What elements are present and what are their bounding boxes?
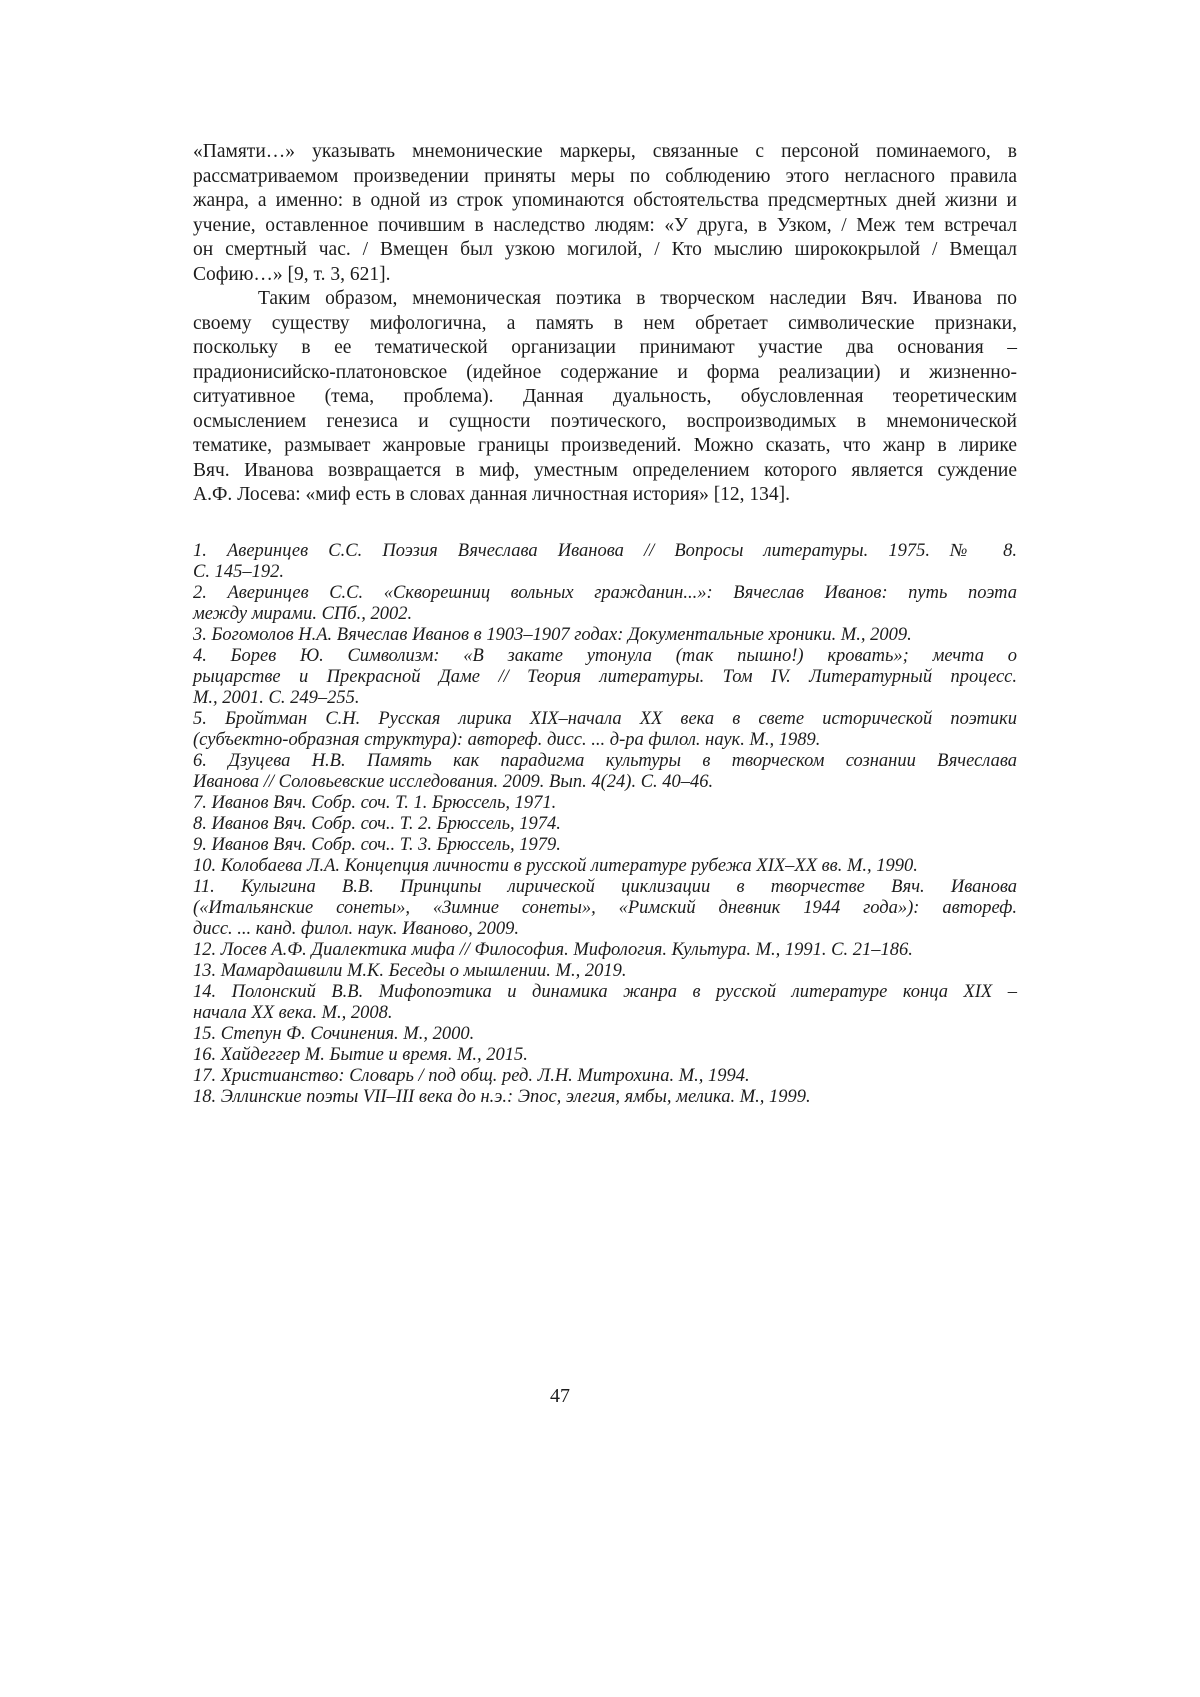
bibliography-entry-line: между мирами. СПб., 2002. xyxy=(193,603,413,624)
bibliography-entry-line: 16. Хайдеггер М. Бытие и время. М., 2015. xyxy=(193,1044,528,1065)
body-text-line: жанра, а именно: в одной из строк упоминаются обстоятельства предсмертных дней жизни и xyxy=(193,190,1017,211)
bibliography-entry-line: (субъектно-образная структура): автореф. дисс. ... д-ра филол. наук. М., 1989. xyxy=(193,729,821,750)
body-text-line: тематике, размывает жанровые границы произведений. Можно сказать, что жанр в лирике xyxy=(193,435,1017,456)
body-text-line: учение, оставленное почившим в наследство людям: «У друга, в Узком, / Меж тем встречал xyxy=(193,214,1017,236)
bibliography-entry-line: Иванова // Соловьевские исследования. 2009. Вып. 4(24). С. 40–46. xyxy=(193,771,714,792)
bibliography-entry-line: 6. Дзуцева Н.В. Память как парадигма культуры в творческом сознании Вячеслава xyxy=(193,750,1017,771)
bibliography-entry-line: 18. Эллинские поэты VII–III века до н.э.: Эпос, элегия, ямбы, мелика. М., 1999. xyxy=(193,1086,811,1107)
bibliography-entry-line: 11. Кулыгина В.В. Принципы лирической циклизации в творчестве Вяч. Иванова xyxy=(193,876,1017,897)
bibliography-entry-line: 17. Христианство: Словарь / под общ. ред. Л.Н. Митрохина. М., 1994. xyxy=(193,1065,750,1086)
body-text-line: Софию…» [9, т. 3, 621]. xyxy=(193,263,391,285)
bibliography-entry-line: дисс. ... канд. филол. наук. Иваново, 2009. xyxy=(193,918,519,939)
body-text-line: «Памяти…» указывать мнемонические маркеры, связанные с персоной поминаемого, в xyxy=(193,141,1017,162)
bibliography-entry-line: М., 2001. С. 249–255. xyxy=(193,687,360,708)
bibliography-list xyxy=(193,541,1017,1108)
body-text-line: он смертный час. / Вмещен был узкою могилой, / Кто мыслию ширококрылой / Вмещал xyxy=(193,239,1017,260)
bibliography-entry-line: С. 145–192. xyxy=(193,561,284,582)
body-text-line: ситуативное (тема, проблема). Данная дуальность, обусловленная теоретическим xyxy=(193,386,1017,407)
body-text-line: Вяч. Иванова возвращается в миф, уместным определением которого является суждение xyxy=(193,459,1017,481)
bibliography-entry-line: 7. Иванов Вяч. Собр. соч. Т. 1. Брюссель, 1971. xyxy=(193,792,557,813)
bibliography-entry-line: 3. Богомолов Н.А. Вячеслав Иванов в 1903–1907 годах: Документальные хроники. М., 2009. xyxy=(193,624,912,645)
bibliography-entry-line: 5. Бройтман С.Н. Русская лирика XIX–начала XX века в свете исторической поэтики xyxy=(193,708,1017,729)
bibliography-entry-line: рыцарстве и Прекрасной Даме // Теория литературы. Том IV. Литературный процесс. xyxy=(193,666,1017,687)
bibliography-entry-line: («Итальянские сонеты», «Зимние сонеты», «Римский дневник 1944 года»): автореф. xyxy=(193,897,1017,918)
bibliography-entry-line: 15. Степун Ф. Сочинения. М., 2000. xyxy=(193,1023,475,1044)
bibliography-entry-line: 12. Лосев А.Ф. Диалектика мифа // Философия. Мифология. Культура. М., 1991. С. 21–186. xyxy=(193,939,913,960)
body-text-line: Таким образом, мнемоническая поэтика в творческом наследии Вяч. Иванова по xyxy=(258,288,1017,309)
bibliography-entry-line: 2. Аверинцев С.С. «Скворешниц вольных гражданин...»: Вячеслав Иванов: путь поэта xyxy=(193,582,1017,603)
body-text-line: рассматриваемом произведении приняты меры по соблюдению этого негласного правила xyxy=(193,165,1017,187)
body-text xyxy=(193,140,1017,508)
body-text-line: своему существу мифологична, а память в нем обретает символические признаки, xyxy=(193,312,1017,334)
bibliography-entry-line: 1. Аверинцев С.С. Поэзия Вячеслава Иванова // Вопросы литературы. 1975. № 8. xyxy=(193,540,1017,561)
bibliography-entry-line: 9. Иванов Вяч. Собр. соч.. Т. 3. Брюссель, 1979. xyxy=(193,834,561,855)
bibliography-entry-line: 10. Колобаева Л.А. Концепция личности в русской литературе рубежа XIX–XX вв. М., 1990. xyxy=(193,855,918,876)
bibliography-entry-line: 13. Мамардашвили М.К. Беседы о мышлении. М., 2019. xyxy=(193,960,627,981)
body-text-line: прадионисийско-платоновское (идейное содержание и форма реализации) и жизненно- xyxy=(193,361,1017,383)
bibliography-entry-line: 4. Борев Ю. Символизм: «В закате утонула (так пышно!) кровать»; мечта о xyxy=(193,645,1017,666)
body-text-line: А.Ф. Лосева: «миф есть в словах данная личностная история» [12, 134]. xyxy=(193,484,791,505)
body-text-line: поскольку в ее тематической организации принимают участие два основания – xyxy=(193,337,1017,358)
bibliography-entry-line: начала XX века. М., 2008. xyxy=(193,1002,393,1023)
bibliography-entry-line: 8. Иванов Вяч. Собр. соч.. Т. 2. Брюссель, 1974. xyxy=(193,813,561,834)
bibliography-entry-line: 14. Полонский В.В. Мифопоэтика и динамика жанра в русской литературе конца XIX – xyxy=(193,981,1017,1002)
page-number: 47 xyxy=(550,1385,570,1407)
body-text-line: осмыслением генезиса и сущности поэтического, воспроизводимых в мнемонической xyxy=(193,410,1017,432)
text-block xyxy=(193,140,1017,1108)
